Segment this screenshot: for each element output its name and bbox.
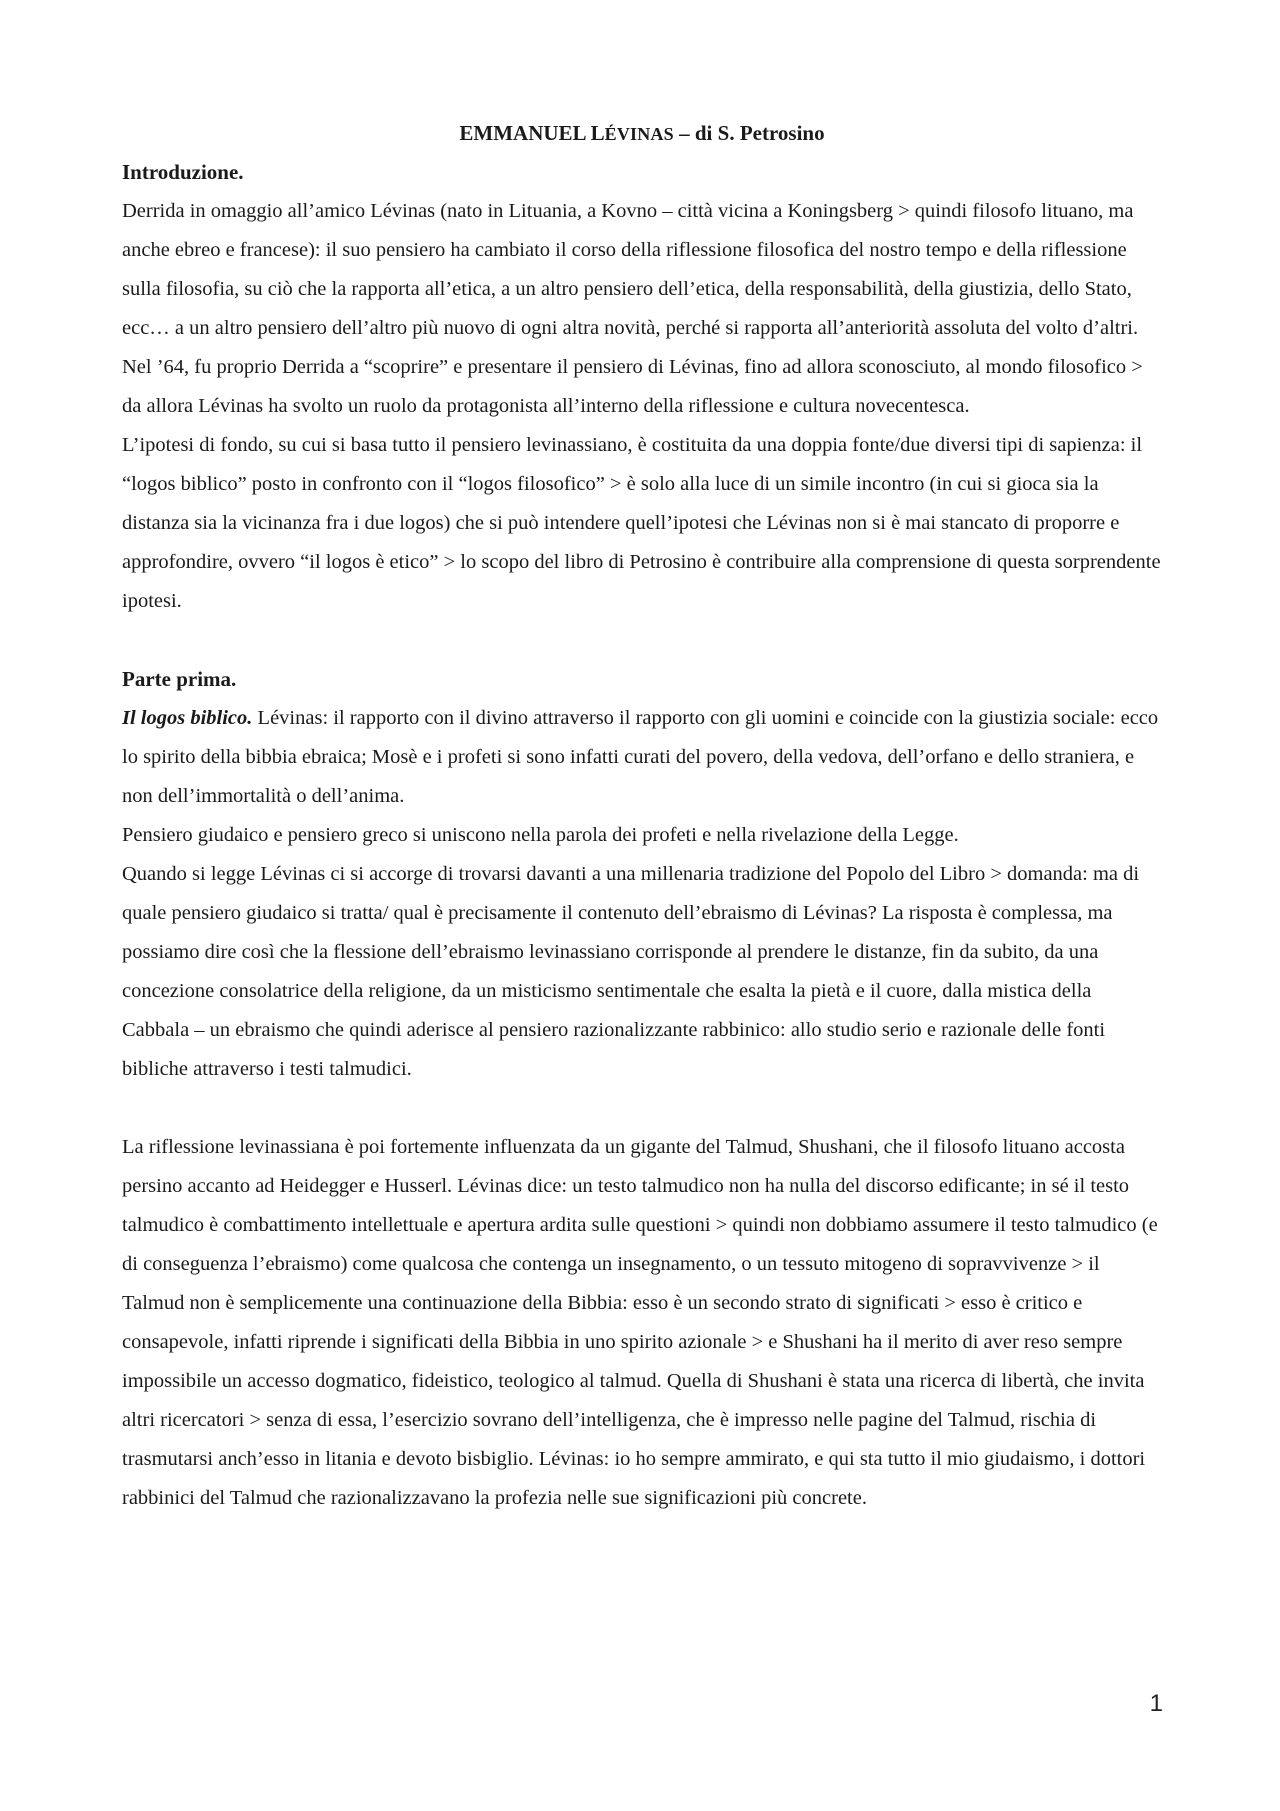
title-part-1: EMMANUEL L bbox=[459, 121, 605, 145]
part-one-paragraph-1 bbox=[122, 699, 1162, 816]
part-one-paragraph-2: Pensiero giudaico e pensiero greco si uniscono nella parola dei profeti e nella rivelazione della Legge. bbox=[122, 824, 959, 846]
paragraph-spacer bbox=[122, 1089, 1162, 1128]
part-one-heading: Parte prima. bbox=[122, 667, 237, 691]
title-part-3: – di S. Petrosino bbox=[673, 121, 825, 145]
introduction-paragraph-1: Derrida in omaggio all’amico Lévinas (nato in Lituania, a Kovno – città vicina a Koningsberg > quindi filosofo lituano, ma anche ebreo e francese): il suo pensiero ha cambiato il corso della riflessione filosofica del nostro tempo e della riflessione sulla filosofia, su ciò che la rapporta all’etica, a un altro pensiero dell’etica, della responsabilità, della giustizia, dello Stato, ecc… a un altro pensiero dell’altro più nuovo di ogni altra novità, perché si rapporta all’anteriorità assoluta del volto d’altri. Nel ’64, fu proprio Derrida a “scoprire” e presentare il pensiero di Lévinas, fino ad allora sconosciuto, al mondo filosofico > da allora Lévinas ha svolto un ruolo da protagonista all’interno della riflessione e cultura novecentesca. bbox=[122, 200, 1143, 417]
part-one-paragraph-1-text: Lévinas: il rapporto con il divino attraverso il rapporto con gli uomini e coincide con la giustizia sociale: ecco lo spirito della bibbia ebraica; Mosè e i profeti si sono infatti curati del povero, della vedova, dell’orfano e dello straniera, e non dell’immortalità o dell’anima. bbox=[122, 707, 1159, 807]
document-page bbox=[122, 118, 1162, 1518]
introduction-heading: Introduzione. bbox=[122, 160, 244, 184]
page-number: 1 bbox=[1149, 1690, 1163, 1717]
document-title bbox=[122, 118, 1162, 149]
section-spacer bbox=[122, 621, 1162, 660]
part-one-subtitle: Il logos biblico. bbox=[122, 707, 253, 729]
introduction-paragraph-2: L’ipotesi di fondo, su cui si basa tutto il pensiero levinassiano, è costituita da una doppia fonte/due diversi tipi di sapienza: il “logos biblico” posto in confronto con il “logos filosofico” > è solo alla luce di un simile incontro (in cui si gioca sia la distanza sia la vicinanza fra i due logos) che si può intendere quell’ipotesi che Lévinas non si è mai stancato di proporre e approfondire, ovvero “il logos è etico” > lo scopo del libro di Petrosino è contribuire alla comprensione di questa sorprendente ipotesi. bbox=[122, 434, 1161, 612]
title-part-2: ÉVINAS bbox=[604, 124, 674, 144]
part-one-paragraph-3: Quando si legge Lévinas ci si accorge di trovarsi davanti a una millenaria tradizione del Popolo del Libro > domanda: ma di quale pensiero giudaico si tratta/ qual è precisamente il contenuto dell’ebraismo di Lévinas? La risposta è complessa, ma possiamo dire così che la flessione dell’ebraismo levinassiano corrisponde al prendere le distanze, fin da subito, da una concezione consolatrice della religione, da un misticismo sentimentale che esalta la pietà e il cuore, dalla mistica della Cabbala – un ebraismo che quindi aderisce al pensiero razionalizzante rabbinico: allo studio serio e razionale delle fonti bibliche attraverso i testi talmudici. bbox=[122, 863, 1140, 1080]
talmud-paragraph: La riflessione levinassiana è poi fortemente influenzata da un gigante del Talmud, Shushani, che il filosofo lituano accosta persino accanto ad Heidegger e Husserl. Lévinas dice: un testo talmudico non ha nulla del discorso edificante; in sé il testo talmudico è combattimento intellettuale e apertura ardita sulle questioni > quindi non dobbiamo assumere il testo talmudico (e di conseguenza l’ebraismo) come qualcosa che contenga un insegnamento, o un tessuto mitogeno di sopravvivenze > il Talmud non è semplicemente una continuazione della Bibbia: esso è un secondo strato di significati > esso è critico e consapevole, infatti riprende i significati della Bibbia in uno spirito azionale > e Shushani ha il merito di aver reso sempre impossibile un accesso dogmatico, fideistico, teologico al talmud. Quella di Shushani è stata una ricerca di libertà, che invita altri ricercatori > senza di essa, l’esercizio sovrano dell’intelligenza, che è impresso nelle pagine del Talmud, rischia di trasmutarsi anch’esso in litania e devoto bisbiglio. Lévinas: io ho sempre ammirato, e qui sta tutto il mio giudaismo, i dottori rabbinici del Talmud che razionalizzavano la profezia nelle sue significazioni più concrete. bbox=[122, 1136, 1158, 1509]
